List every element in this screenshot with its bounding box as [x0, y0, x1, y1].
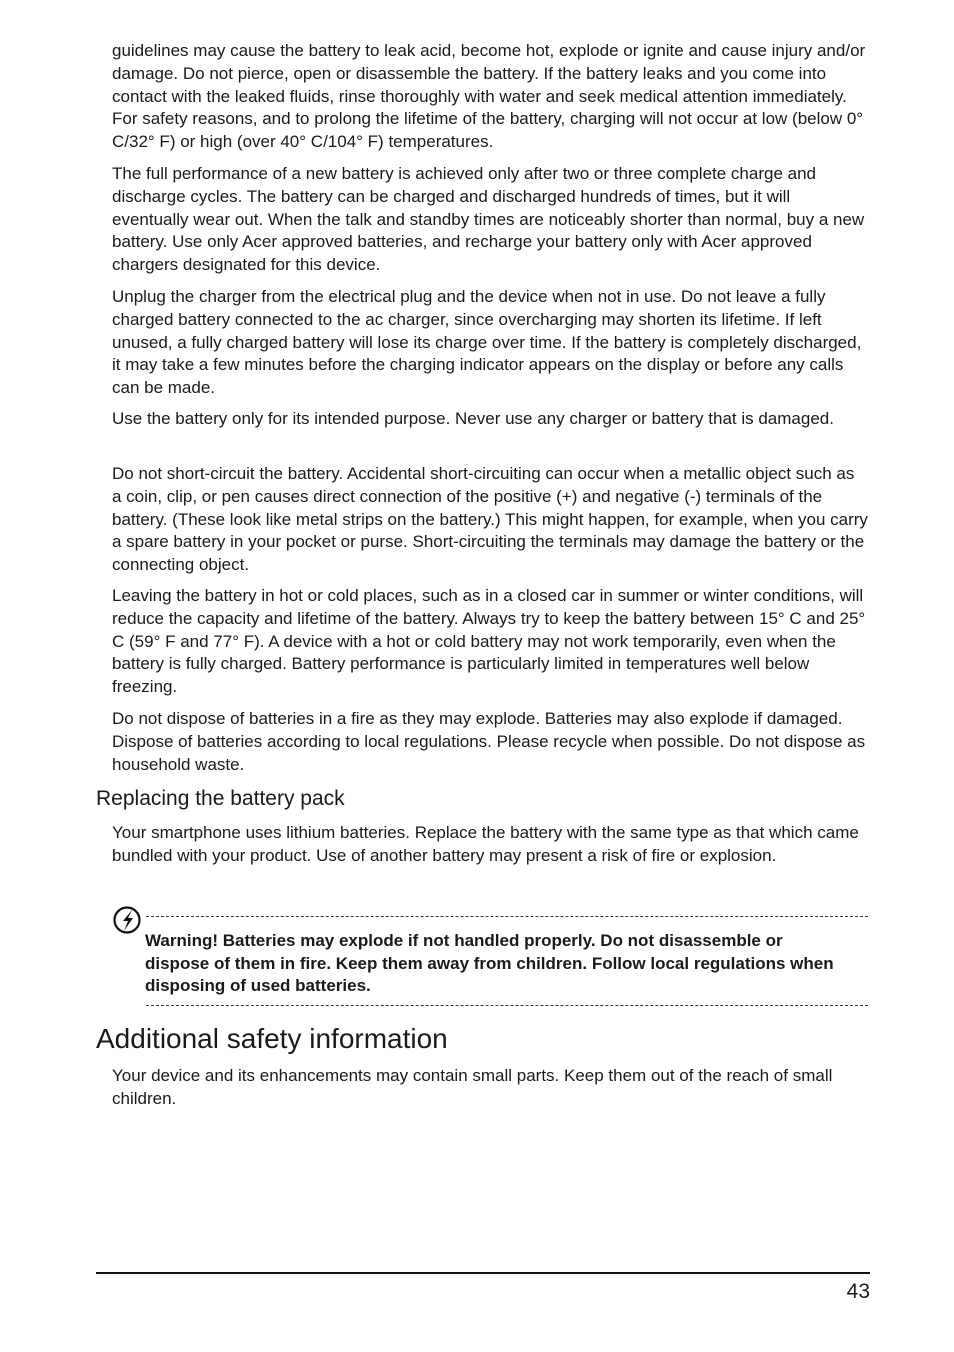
paragraph-additional-safety: Your device and its enhancements may contain small parts. Keep them out of the reach of small children. — [112, 1066, 833, 1108]
paragraph-unplug-charger: Unplug the charger from the electrical plug and the device when not in use. Do not leave a fully charged battery connected to the ac charger, since overcharging may shorten its lifetime. If left unused, a fully charged battery will lose its charge over time. If the battery is completely discharged, it may take a few minutes before the charging indicator appears on the display or before any calls can be made. — [112, 287, 862, 398]
paragraph-replacing-battery: Your smartphone uses lithium batteries. Replace the battery with the same type as that which came bundled with your product. Use of another battery may present a risk of fire or explosion. — [112, 823, 859, 865]
warning-top-divider — [146, 916, 868, 917]
heading-additional-safety: Additional safety information — [96, 1023, 448, 1054]
paragraph-dispose-batteries: Do not dispose of batteries in a fire as they may explode. Batteries may also explode if damaged. Dispose of batteries according to local regulations. Please recycle when possible. Do not dispose as household waste. — [112, 709, 866, 774]
heading-replacing-battery: Replacing the battery pack — [96, 787, 345, 810]
warning-lightning-icon — [112, 904, 144, 936]
paragraph-battery-guidelines: guidelines may cause the battery to leak acid, become hot, explode or ignite and cause injury and/or damage. Do not pierce, open or disassemble the battery. If the battery leaks and you come into contact with the leaked fluids, rinse thoroughly with water and seek medical attention immediately. For safety reasons, and to prolong the lifetime of the battery, charging will not occur at low (below 0° C/32° F) or high (over 40° C/104° F) temperatures. — [112, 41, 866, 152]
paragraph-battery-performance: The full performance of a new battery is achieved only after two or three complete charge and discharge cycles. The battery can be charged and discharged hundreds of times, but it will eventually wear out. When the talk and standby times are noticeably shorter than normal, buy a new battery. Use only Acer approved batteries, and recharge your battery only with Acer approved chargers designated for this device. — [112, 164, 865, 275]
warning-text: Warning! Batteries may explode if not handled properly. Do not disassemble or dispose of them in fire. Keep them away from children. Follow local regulations when disposing of used batteries. — [145, 931, 834, 996]
footer-rule — [96, 1272, 870, 1274]
paragraph-intended-purpose: Use the battery only for its intended purpose. Never use any charger or battery that is damaged. — [112, 409, 834, 428]
paragraph-short-circuit: Do not short-circuit the battery. Accidental short-circuiting can occur when a metallic object such as a coin, clip, or pen causes direct connection of the positive (+) and negative (-) terminals of the battery. (These look like metal strips on the battery.) This might happen, for example, when you carry a spare battery in your pocket or purse. Short-circuiting the terminals may damage the battery or the connecting object. — [112, 464, 868, 575]
paragraph-hot-cold-places: Leaving the battery in hot or cold places, such as in a closed car in summer or winter conditions, will reduce the capacity and lifetime of the battery. Always try to keep the battery between 15° C and 25° C (59° F and 77° F). A device with a hot or cold battery may not work temporarily, even when the battery is fully charged. Battery performance is particularly limited in temperatures well below freezing. — [112, 586, 866, 697]
page-number: 43 — [846, 1280, 870, 1303]
warning-bottom-divider — [146, 1005, 868, 1006]
